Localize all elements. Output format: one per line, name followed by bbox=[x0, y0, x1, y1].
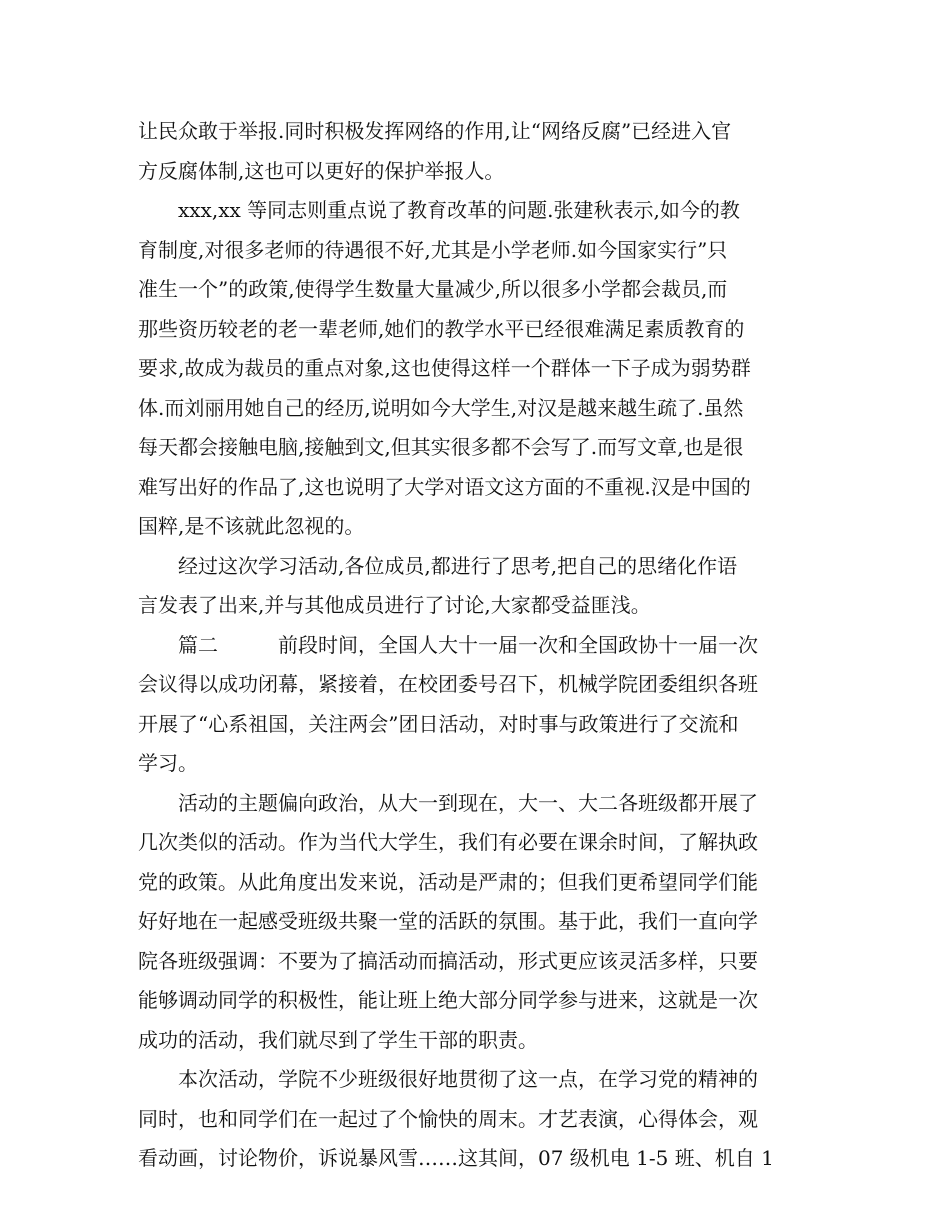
text-line: 成功的活动，我们就尽到了学生干部的职责。 bbox=[138, 1027, 538, 1052]
text-line: 言发表了出来,并与其他成员进行了讨论,大家都受益匪浅。 bbox=[138, 593, 651, 617]
text-line: 准生一个”的政策,使得学生数量大量减少,所以很多小学都会裁员,而 bbox=[138, 277, 728, 301]
text-line: 同时，也和同学们在一起过了个愉快的周末。才艺表演，心得体会，观 bbox=[138, 1106, 758, 1131]
text-line: xxx,xx 等同志则重点说了教育改革的问题.张建秋表示,如今的教 bbox=[138, 198, 740, 222]
text-line: 会议得以成功闭幕，紧接着，在校团委号召下，机械学院团委组织各班 bbox=[138, 672, 758, 696]
text-line: 方反腐体制,这也可以更好的保护举报人。 bbox=[138, 158, 505, 183]
text-line: 篇二 前段时间，全国人大十一届一次和全国政协十一届一次 bbox=[138, 632, 758, 657]
body-text bbox=[138, 112, 818, 1179]
text-line: 看动画，讨论物价，诉说暴风雪……这其间，07 级机电 1-5 班、机自 1 bbox=[138, 1146, 774, 1170]
text-line: 党的政策。从此角度出发来说，活动是严肃的；但我们更希望同学们能 bbox=[138, 869, 758, 894]
text-line: 几次类似的活动。作为当代大学生，我们有必要在课余时间，了解执政 bbox=[138, 830, 758, 854]
text-line: 每天都会接触电脑,接触到文,但其实很多都不会写了.而写文章,也是很 bbox=[138, 435, 744, 459]
text-line: 经过这次学习活动,各位成员,都进行了思考,把自己的思绪化作语 bbox=[138, 553, 738, 578]
text-line: 能够调动同学的积极性，能让班上绝大部分同学参与进来，这就是一次 bbox=[138, 988, 758, 1012]
text-line: 让民众敢于举报.同时积极发挥网络的作用,让“网络反腐”已经进入官 bbox=[138, 119, 732, 143]
text-line: 育制度,对很多老师的待遇很不好,尤其是小学老师.如今国家实行”只 bbox=[138, 237, 728, 262]
text-line: 那些资历较老的老一辈老师,她们的教学水平已经很难满足素质教育的 bbox=[138, 316, 745, 341]
text-line: 学习。 bbox=[138, 751, 198, 775]
text-line: 活动的主题偏向政治，从大一到现在，大一、大二各班级都开展了 bbox=[138, 790, 758, 815]
text-line: 国粹,是不该就此忽视的。 bbox=[138, 514, 365, 538]
text-line: 本次活动，学院不少班级很好地贯彻了这一点，在学习党的精神的 bbox=[138, 1067, 758, 1091]
text-line: 院各班级强调：不要为了搞活动而搞活动，形式更应该灵活多样，只要 bbox=[138, 948, 758, 973]
text-line: 要求,故成为裁员的重点对象,这也使得这样一个群体一下子成为弱势群 bbox=[138, 356, 751, 380]
text-line: 开展了“心系祖国，关注两会”团日活动，对时事与政策进行了交流和 bbox=[138, 711, 739, 736]
text-line: 体.而刘丽用她自己的经历,说明如今大学生,对汉是越来越生疏了.虽然 bbox=[138, 395, 744, 420]
text-line: 好好地在一起感受班级共聚一堂的活跃的氛围。基于此，我们一直向学 bbox=[138, 909, 758, 933]
text-line: 难写出好的作品了,这也说明了大学对语文这方面的不重视.汉是中国的 bbox=[138, 474, 751, 499]
